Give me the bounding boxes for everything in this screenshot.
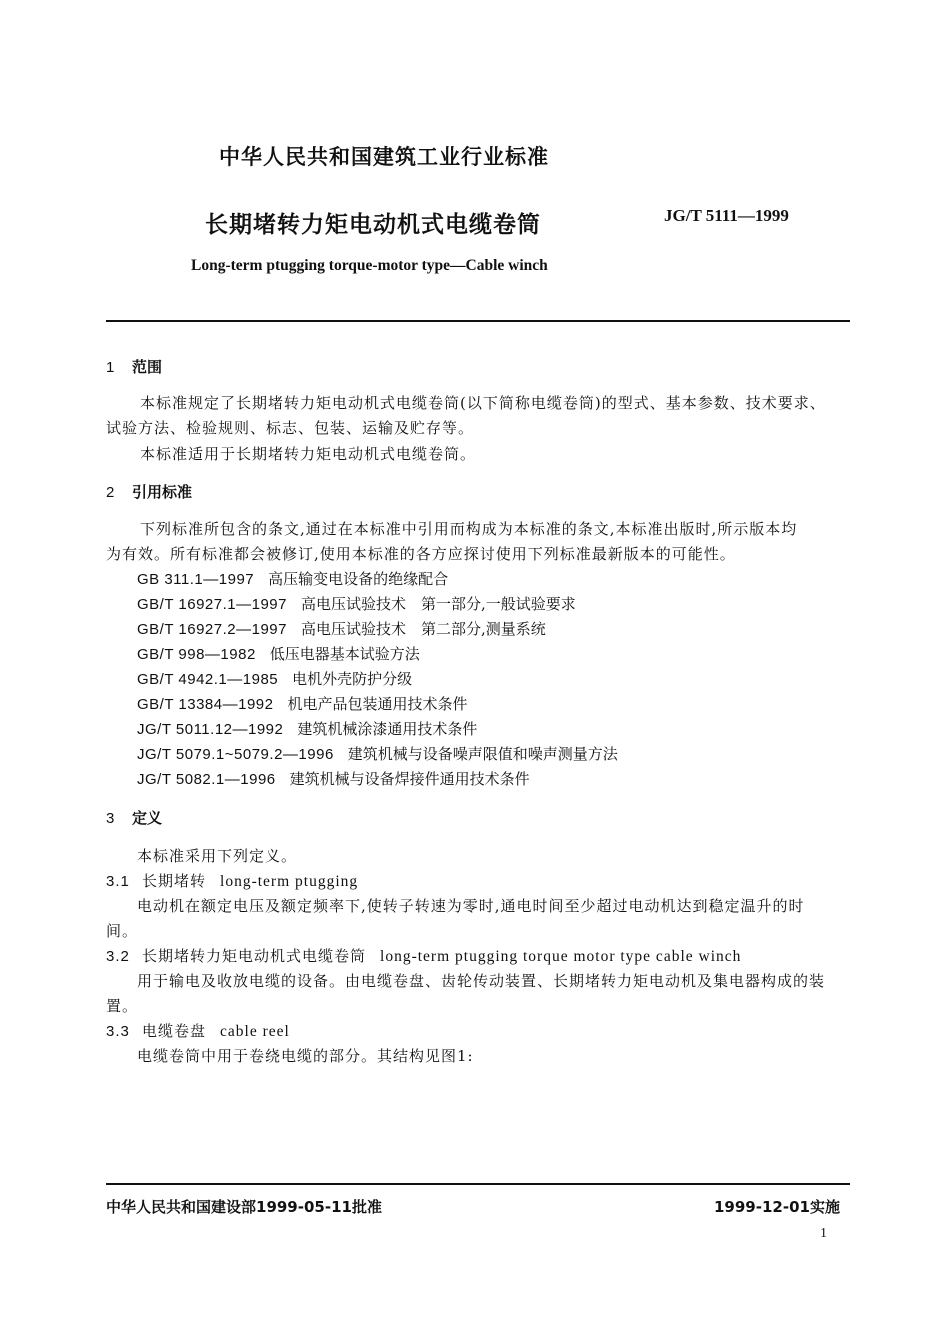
definition-3-3-term	[106, 1020, 290, 1041]
reference-name: 机电产品包装通用技术条件	[287, 695, 468, 713]
reference-code: GB/T 16927.1—1997	[137, 596, 287, 613]
reference-name: 建筑机械与设备焊接件通用技术条件	[289, 770, 530, 788]
document-title-cn: 长期堵转力矩电动机式电缆卷筒	[205, 212, 541, 238]
reference-item	[137, 593, 576, 614]
definition-number: 3.3	[106, 1023, 130, 1040]
definition-number: 3.1	[106, 873, 130, 890]
reference-item	[137, 668, 412, 689]
reference-name: 建筑机械与设备噪声限值和噪声测量方法	[347, 745, 618, 763]
s1-paragraph-line: 试验方法、检验规则、标志、包装、运输及贮存等。	[106, 419, 475, 437]
reference-item	[137, 718, 477, 739]
reference-code: GB 311.1—1997	[137, 571, 255, 588]
s1-paragraph: 本标准适用于长期堵转力矩电动机式电缆卷筒。	[140, 445, 477, 463]
implementation-date: 1999-12-01实施	[714, 1198, 840, 1216]
reference-code: GB/T 16927.2—1997	[137, 621, 287, 638]
reference-name: 高电压试验技术 第一部分,一般试验要求	[301, 595, 576, 613]
header-rule	[106, 320, 850, 322]
definition-text-line: 电缆卷筒中用于卷绕电缆的部分。其结构见图1:	[137, 1047, 474, 1065]
section-title: 定义	[132, 809, 163, 827]
s2-paragraph-line: 为有效。所有标准都会被修订,使用本标准的各方应探讨使用下列标准最新版本的可能性。	[106, 545, 736, 563]
s3-intro: 本标准采用下列定义。	[137, 847, 298, 865]
definition-number: 3.2	[106, 948, 130, 965]
section-3-heading	[106, 807, 162, 828]
reference-name: 高电压试验技术 第二部分,测量系统	[301, 620, 546, 638]
definition-text-line: 用于输电及收放电缆的设备。由电缆卷盘、齿轮传动装置、长期堵转力矩电动机及集电器构成的装	[137, 972, 826, 990]
standard-number: JG/T 5111—1999	[664, 206, 789, 225]
reference-item	[137, 693, 468, 714]
reference-item	[137, 768, 530, 789]
definition-term-en: long-term ptugging torque motor type cable winch	[380, 948, 742, 965]
definition-term-en: long-term ptugging	[220, 873, 359, 890]
document-title-en: Long-term ptugging torque-motor type—Cable winch	[191, 257, 548, 274]
section-number: 3	[106, 810, 115, 827]
definition-3-1-term	[106, 870, 358, 891]
section-title: 范围	[132, 358, 163, 376]
reference-name: 建筑机械涂漆通用技术条件	[297, 720, 478, 738]
definition-term-en: cable reel	[220, 1023, 290, 1040]
reference-item	[137, 568, 448, 589]
definition-text-line: 电动机在额定电压及额定频率下,使转子转速为零时,通电时间至少超过电动机达到稳定温升的时	[137, 897, 805, 915]
reference-name: 电机外壳防护分级	[292, 670, 413, 688]
standard-category: 中华人民共和国建筑工业行业标准	[219, 145, 549, 169]
section-title: 引用标准	[132, 483, 193, 501]
s2-paragraph-line: 下列标准所包含的条文,通过在本标准中引用而构成为本标准的条文,本标准出版时,所示版本均	[140, 520, 798, 538]
reference-code: GB/T 13384—1992	[137, 696, 274, 713]
approval-line: 中华人民共和国建设部1999-05-11批准	[106, 1198, 382, 1216]
definition-text-line: 间。	[106, 922, 139, 940]
page-number: 1	[820, 1226, 827, 1241]
definition-term-cn: 长期堵转	[142, 872, 207, 890]
s1-paragraph-line: 本标准规定了长期堵转力矩电动机式电缆卷筒(以下简称电缆卷筒)的型式、基本参数、技术要求、	[140, 394, 826, 412]
reference-item	[137, 618, 546, 639]
reference-item	[137, 743, 618, 764]
reference-name: 高压输变电设备的绝缘配合	[268, 570, 449, 588]
section-1-heading	[106, 356, 162, 377]
reference-name: 低压电器基本试验方法	[269, 645, 420, 663]
reference-code: GB/T 4942.1—1985	[137, 671, 279, 688]
definition-3-2-term	[106, 945, 741, 966]
definition-term-cn: 长期堵转力矩电动机式电缆卷筒	[142, 947, 367, 965]
footer-rule	[106, 1183, 850, 1185]
reference-code: JG/T 5079.1~5079.2—1996	[137, 746, 334, 763]
section-2-heading	[106, 481, 192, 502]
section-number: 2	[106, 484, 115, 501]
reference-code: JG/T 5082.1—1996	[137, 771, 276, 788]
reference-code: GB/T 998—1982	[137, 646, 256, 663]
reference-item	[137, 643, 420, 664]
reference-code: JG/T 5011.12—1992	[137, 721, 284, 738]
definition-term-cn: 电缆卷盘	[142, 1022, 207, 1040]
section-number: 1	[106, 359, 115, 376]
definition-text-line: 置。	[106, 997, 139, 1015]
